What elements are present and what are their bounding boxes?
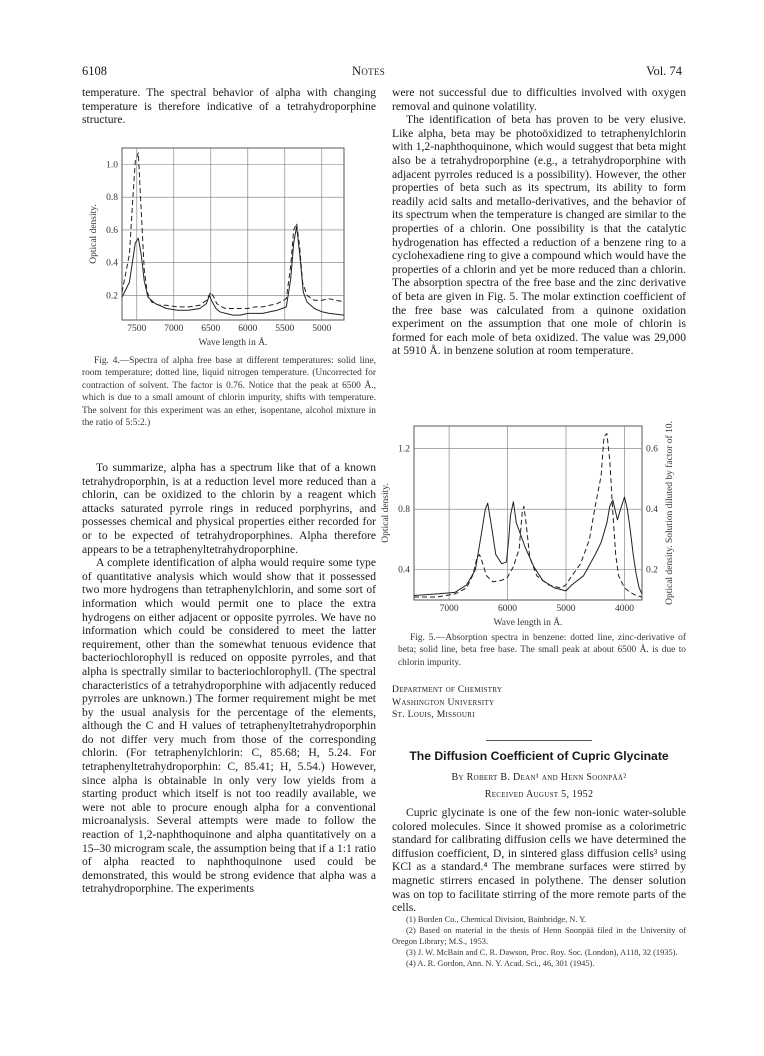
figure-5-chart bbox=[381, 418, 686, 630]
footnote: (1) Borden Co., Chemical Division, Bainbridge, N. Y. bbox=[406, 915, 587, 924]
paragraph-intro: temperature. The spectral behavior of alpha with changing temperature is therefore indicative of a tetrahydroporphine structure. bbox=[82, 86, 376, 127]
y-tick-label: 0.2 bbox=[106, 291, 118, 302]
paragraph-identification: A complete identification of alpha would require some type of quantitative analysis which would show that it possessed two more hydrogens than tetraphenylchlorin, and some sort of information which would permit one to place the extra hydrogens on either adjacent or opposite pyrroles. We have no information which could be considered to meet the latter requirement, other than the somewhat tenuous evidence that bacteriochlorophyll is reduced on opposite pyrroles, and that alpha is spectrally similar to bacteriochlorophyll. (The spectral characteristics of a tetrahydroporphine with adjacently reduced pyrroles are unknown.) The former requirement might be met by the usual analysis for the percentage of the elements, although the C and H values of tetraphenyltetrahydroporphin do not differ very much from those of the corresponding chlorin. (For tetraphenylchlorin: C, 85.68; H, 5.24. For tetraphenyltetrahydroporphin: C, 85.41; H, 5.54.) However, since alpha is obtainable in only very low yields from a starting product which itself is not too readily available, we were not able to procure enough alpha for a conventional microanalysis. Several attempts were made to follow the reaction of 1,2-naphthoquinone and alpha quantitatively on a 15–30 microgram scale, the assumption being that if a 1:1 ratio of alpha reacted to naphthoquinone used could be demonstrated, this would be strong evidence that alpha was a tetrahydroporphine. The experiments bbox=[82, 556, 376, 896]
affiliation-line: Department of Chemistry bbox=[392, 684, 503, 695]
x-tick-label: 7500 bbox=[127, 324, 147, 334]
right-y-tick-label: 0.2 bbox=[646, 565, 658, 576]
section-divider bbox=[486, 740, 592, 741]
footnote: (2) Based on material in the thesis of Henn Soonpää filed in the University of Oregon Library; M.S., 1953. bbox=[392, 926, 686, 946]
affiliation bbox=[392, 684, 686, 722]
x-tick-label: 6500 bbox=[201, 324, 221, 334]
figure-5-caption bbox=[398, 632, 686, 669]
figure-4 bbox=[82, 140, 376, 358]
affiliation-line: St. Louis, Missouri bbox=[392, 709, 475, 720]
footnote: (3) J. W. McBain and C. R. Dawson, Proc. Roy. Soc. (London), A118, 32 (1935). bbox=[406, 948, 678, 957]
x-tick-label: 7000 bbox=[439, 604, 459, 614]
volume-number: Vol. 74 bbox=[646, 64, 682, 78]
dashed-series-line bbox=[122, 153, 344, 309]
y-tick-label: 0.6 bbox=[106, 225, 118, 236]
article-byline: By Robert B. Dean¹ and Henn Soonpää² bbox=[451, 772, 627, 783]
right-y-axis-label: Optical density. Solution diluted by factor of 10. bbox=[665, 421, 675, 605]
plot-frame bbox=[122, 148, 344, 320]
footnotes bbox=[392, 914, 686, 969]
figure-5 bbox=[381, 418, 686, 630]
figure-4-caption bbox=[82, 355, 376, 429]
figure-4-caption-text: Fig. 4.—Spectra of alpha free base at different temperatures: solid line, room temperature; dotted line, liquid nitrogen temperature. (Uncorrected for contraction of solvent. The factor is 0.76. Notice that the peak at 6500 Å., which is due to a small amount of chlorin impurity, shifts with temperature. The solvent for this experiment was an ether, isopentane, alcohol mixture in the ratio of 5:5:2.) bbox=[82, 356, 376, 429]
figure-5-caption-text: Fig. 5.—Absorption spectra in benzene: dotted line, zinc-derivative of beta; solid line, beta free base. The small peak at about 6500 Å. is due to chlorin impurity. bbox=[398, 633, 686, 668]
y-tick-label: 0.4 bbox=[106, 258, 118, 269]
plot-frame bbox=[414, 426, 642, 600]
x-tick-label: 6000 bbox=[238, 324, 258, 334]
left-column-body bbox=[82, 461, 376, 896]
x-tick-label: 5000 bbox=[312, 324, 332, 334]
x-tick-label: 4000 bbox=[614, 604, 634, 614]
received-date: Received August 5, 1952 bbox=[484, 789, 594, 800]
x-axis-label: Wave length in Å. bbox=[198, 338, 268, 348]
right-column-body bbox=[392, 806, 686, 915]
affiliation-line: Washington University bbox=[392, 696, 495, 708]
x-axis-label: Wave length in Å. bbox=[493, 618, 563, 628]
y-tick-label: 1.0 bbox=[106, 160, 118, 171]
paragraph-continued: were not successful due to difficulties involved with oxygen removal and quinone volatility. bbox=[392, 86, 686, 113]
paragraph-cupric-glycinate: Cupric glycinate is one of the few non-ionic water-soluble colored molecules. Since it showed promise as a colorimetric standard for calibrating diffusion cells we have determined the diffusion coefficient, D, in sintered glass diffusion cells³ using KCl as a standard.⁴ The membrane surfaces were stirred by magnetic stirrers encased in polythene. The denser solution was on top to facilitate stirring of the more remote parts of the cells. bbox=[392, 806, 686, 915]
running-title: Notes bbox=[352, 64, 386, 78]
footnote: (4) A. R. Gordon, Ann. N. Y. Acad. Sci., 46, 301 (1945). bbox=[406, 959, 595, 968]
right-y-tick-label: 0.4 bbox=[646, 505, 658, 516]
x-tick-label: 6000 bbox=[498, 604, 518, 614]
paragraph-summary: To summarize, alpha has a spectrum like that of a known tetrahydroporphin, is at a reduction level more reduced than a chlorin, can be oxidized to the chlorin by a reagent which attacks saturated pyrrole rings in reduced porphyrins, and possesses chemical and physical properties either recorded for or to be expected of tetrahydroporphines. Alpha therefore appears to be a tetraphenyltetrahydroporphine. bbox=[82, 461, 376, 556]
figure-4-chart bbox=[82, 140, 376, 358]
y-tick-label: 0.8 bbox=[398, 505, 410, 516]
x-tick-label: 5500 bbox=[275, 324, 295, 334]
y-tick-label: 0.8 bbox=[106, 193, 118, 204]
solid-series-line bbox=[414, 497, 642, 595]
x-tick-label: 7000 bbox=[164, 324, 184, 334]
y-axis-label: Optical density. bbox=[89, 204, 99, 264]
y-axis-label: Optical density. bbox=[381, 483, 391, 543]
right-y-tick-label: 0.6 bbox=[646, 444, 658, 455]
paragraph-beta: The identification of beta has proven to be very elusive. Like alpha, beta may be photoöxidized to tetraphenylchlorin with 1,2-naphthoquinone, which would suggest that beta might also be a tetrahydroporphine (e.g., a tetrahydroporphine with adjacent pyrroles reduced is a possibility). However, the other properties of beta such as its spectrum, its ability to form readily acid salts and metallo-derivatives, and the behavior of its spectrum when the temperature is changed are similar to the properties of a chlorin. One possibility is that the catalytic hydrogenation has effected a reduction of a benzene ring to a cyclohexadiene ring to give a compound which would have the properties of a chlorin and yet be more reduced than a chlorin. The absorption spectra of the free base and the zinc derivative of beta are given in Fig. 5. The molar extinction coefficient of the free base was calculated from a quinone oxidation experiment on the assumption that one mole of chlorin is formed for each mole of beta oxidized. The value was 29,000 at 5910 Å. in benzene solution at room temperature. bbox=[392, 113, 686, 358]
x-tick-label: 5000 bbox=[556, 604, 576, 614]
solid-series-line bbox=[122, 227, 344, 316]
y-tick-label: 0.4 bbox=[398, 565, 410, 576]
right-column-top bbox=[392, 86, 686, 358]
y-tick-label: 1.2 bbox=[398, 444, 410, 455]
left-column-top bbox=[82, 86, 376, 127]
page-number: 6108 bbox=[82, 64, 107, 78]
article-title: The Diffusion Coefficient of Cupric Glycinate bbox=[409, 749, 669, 763]
